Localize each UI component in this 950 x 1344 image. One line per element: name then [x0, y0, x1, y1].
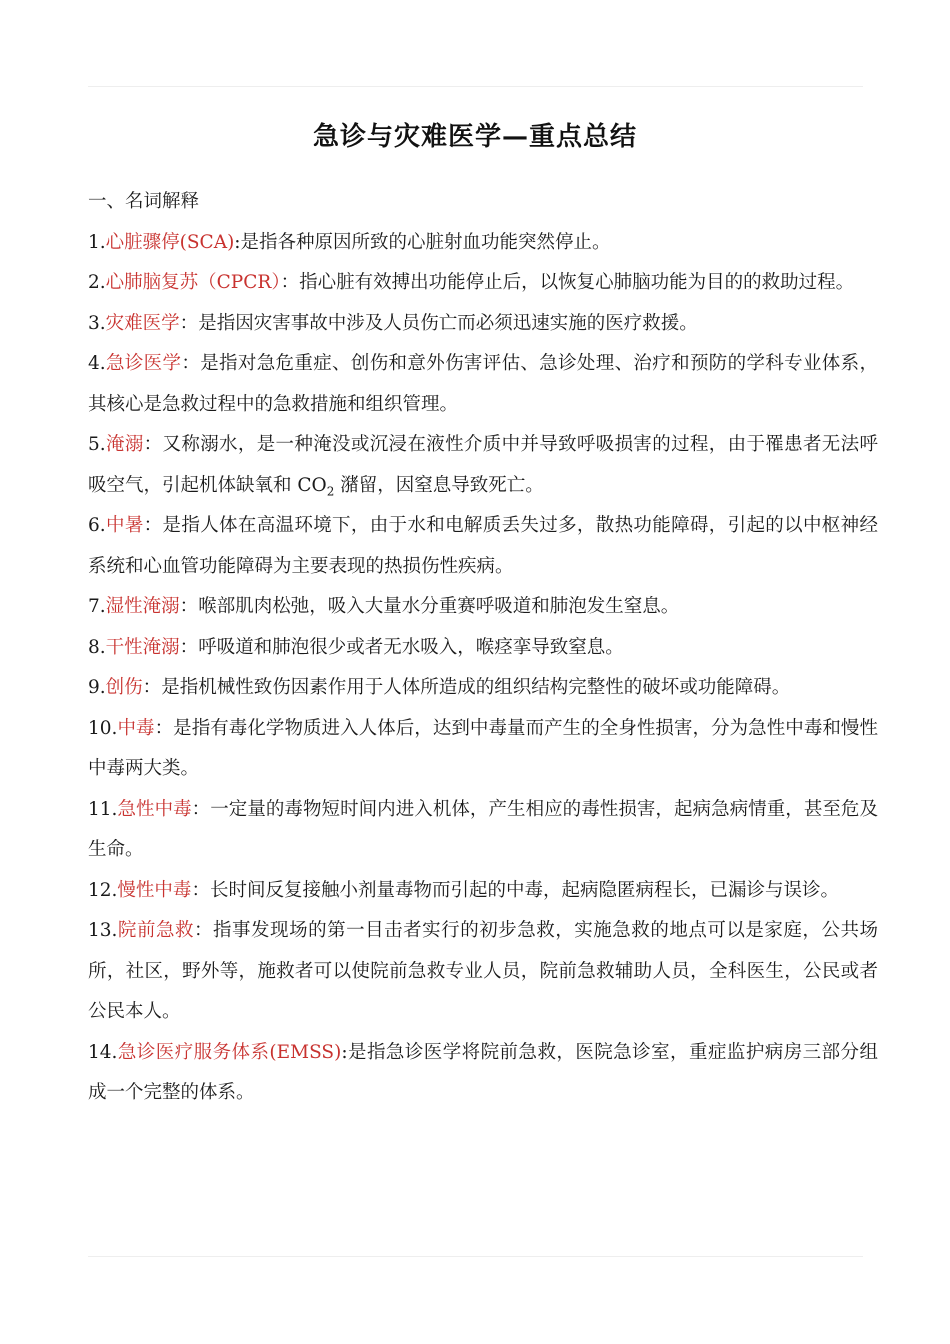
definition-entry	[88, 628, 878, 669]
entry-number: 3.	[88, 312, 106, 334]
entry-number: 7.	[88, 596, 106, 617]
bottom-divider	[88, 1256, 863, 1257]
entry-definition: 指心脏有效搏出功能停止后，以恢复心肺脑功能为目的的救助过程。	[299, 272, 855, 293]
entry-term: 创伤	[105, 677, 143, 698]
entry-separator: ：	[142, 677, 162, 698]
entry-number: 6.	[88, 515, 106, 536]
page-title: 急诊与灾难医学—重点总结	[312, 122, 637, 152]
definition-entry	[88, 911, 878, 1033]
entry-term: 干性淹溺	[105, 636, 180, 658]
entry-term: 淹溺	[105, 434, 144, 455]
entry-separator: :	[234, 231, 241, 253]
entry-term: 急性中毒	[117, 798, 192, 820]
entry-term: 心肺脑复苏（CPCR）	[105, 272, 281, 293]
entry-term: 中暑	[105, 515, 144, 536]
entry-number: 12.	[88, 879, 118, 901]
entry-number: 10.	[88, 717, 118, 739]
document-body	[88, 182, 878, 1114]
definition-entry	[88, 668, 878, 709]
entry-definition: 呼吸道和肺泡很少或者无水吸入，喉痉挛导致窒息。	[198, 636, 624, 658]
definition-entry	[88, 223, 878, 264]
entry-definition: 是指人体在高温环境下，由于水和电解质丢失过多，散热功能障碍，引起的以中枢神经系统和心血管功能障碍为主要表现的热损伤性疾病。	[88, 515, 878, 577]
entry-number: 13.	[88, 920, 118, 941]
entry-definition: 是指各种原因所致的心脏射血功能突然停止。	[240, 231, 611, 253]
entry-definition: 是指急诊医学将院前急救，医院急诊室，重症监护病房三部分组成一个完整的体系。	[88, 1041, 878, 1103]
section-heading: 一、名词解释	[88, 191, 200, 212]
entry-separator: ：	[191, 798, 211, 820]
entry-definition-cont: 潴留，因窒息导致死亡。	[334, 474, 544, 496]
definition-entry	[88, 790, 878, 871]
entry-term: 湿性淹溺	[105, 596, 180, 617]
entry-separator: ：	[191, 879, 210, 901]
entry-separator: ：	[194, 920, 214, 941]
definition-entry	[88, 506, 878, 587]
entry-separator: ：	[179, 596, 199, 617]
entry-number: 9.	[88, 677, 106, 698]
entry-definition: 一定量的毒物短时间内进入机体，产生相应的毒性损害，起病急病情重，甚至危及生命。	[88, 798, 878, 860]
entry-number: 8.	[88, 636, 106, 658]
entry-term: 院前急救	[117, 920, 194, 941]
entry-definition: 是指有毒化学物质进入人体后，达到中毒量而产生的全身性损害，分为急性中毒和慢性中毒两大类。	[88, 717, 878, 779]
entry-term: 急诊医疗服务体系(EMSS)	[117, 1041, 342, 1063]
entry-number: 5.	[88, 434, 106, 455]
top-divider	[88, 86, 863, 87]
definition-entry	[88, 344, 878, 425]
entry-separator: ：	[179, 636, 199, 658]
entry-separator: ：	[179, 312, 199, 334]
definition-entry	[88, 304, 878, 345]
entry-number: 1.	[88, 231, 106, 253]
definition-entry	[88, 709, 878, 790]
entry-term: 慢性中毒	[117, 879, 192, 901]
entry-separator: ：	[181, 353, 201, 374]
entry-subscript: 2	[326, 484, 335, 499]
entry-definition: 是指机械性致伤因素作用于人体所造成的组织结构完整性的破坏或功能障碍。	[161, 677, 791, 698]
definition-entry	[88, 425, 878, 506]
definition-entry	[88, 871, 878, 912]
entry-separator: ：	[143, 434, 163, 455]
entry-definition: 长时间反复接触小剂量毒物而引起的中毒，起病隐匿病程长，已漏诊与误诊。	[209, 879, 839, 901]
entry-definition: 是指因灾害事故中涉及人员伤亡而必须迅速实施的医疗救援。	[198, 312, 698, 334]
entry-term: 灾难医学	[105, 312, 180, 334]
entry-number: 2.	[88, 272, 106, 293]
entry-separator: ：	[143, 515, 163, 536]
definition-entry	[88, 1033, 878, 1114]
entry-number: 11.	[88, 798, 118, 820]
entry-number: 14.	[88, 1041, 118, 1063]
entry-separator: :	[341, 1041, 348, 1063]
entry-term: 急诊医学	[105, 353, 182, 374]
entry-term: 中毒	[117, 717, 155, 739]
entry-definition: 指事发现场的第一目击者实行的初步急救，实施急救的地点可以是家庭，公共场所，社区，野外等，施救者可以使院前急救专业人员，院前急救辅助人员，全科医生，公民或者公民本人。	[88, 920, 878, 1022]
definition-entry	[88, 587, 878, 628]
entry-definition: 喉部肌肉松弛，吸入大量水分重赛呼吸道和肺泡发生窒息。	[198, 596, 680, 617]
entry-definition: 又称溺水，是一种淹没或沉浸在液性介质中并导致呼吸损害的过程，由于罹患者无法呼吸空气，引起机体缺氧和 CO	[88, 434, 878, 496]
entry-definition: 是指对急危重症、创伤和意外伤害评估、急诊处理、治疗和预防的学科专业体系，其核心是急救过程中的急救措施和组织管理。	[88, 353, 878, 415]
entry-separator: ：	[280, 272, 300, 293]
entry-term: 心脏骤停(SCA)	[105, 231, 235, 253]
definition-entry	[88, 263, 878, 304]
definition-list	[88, 223, 878, 1114]
entry-separator: ：	[154, 717, 174, 739]
entry-number: 4.	[88, 353, 106, 374]
